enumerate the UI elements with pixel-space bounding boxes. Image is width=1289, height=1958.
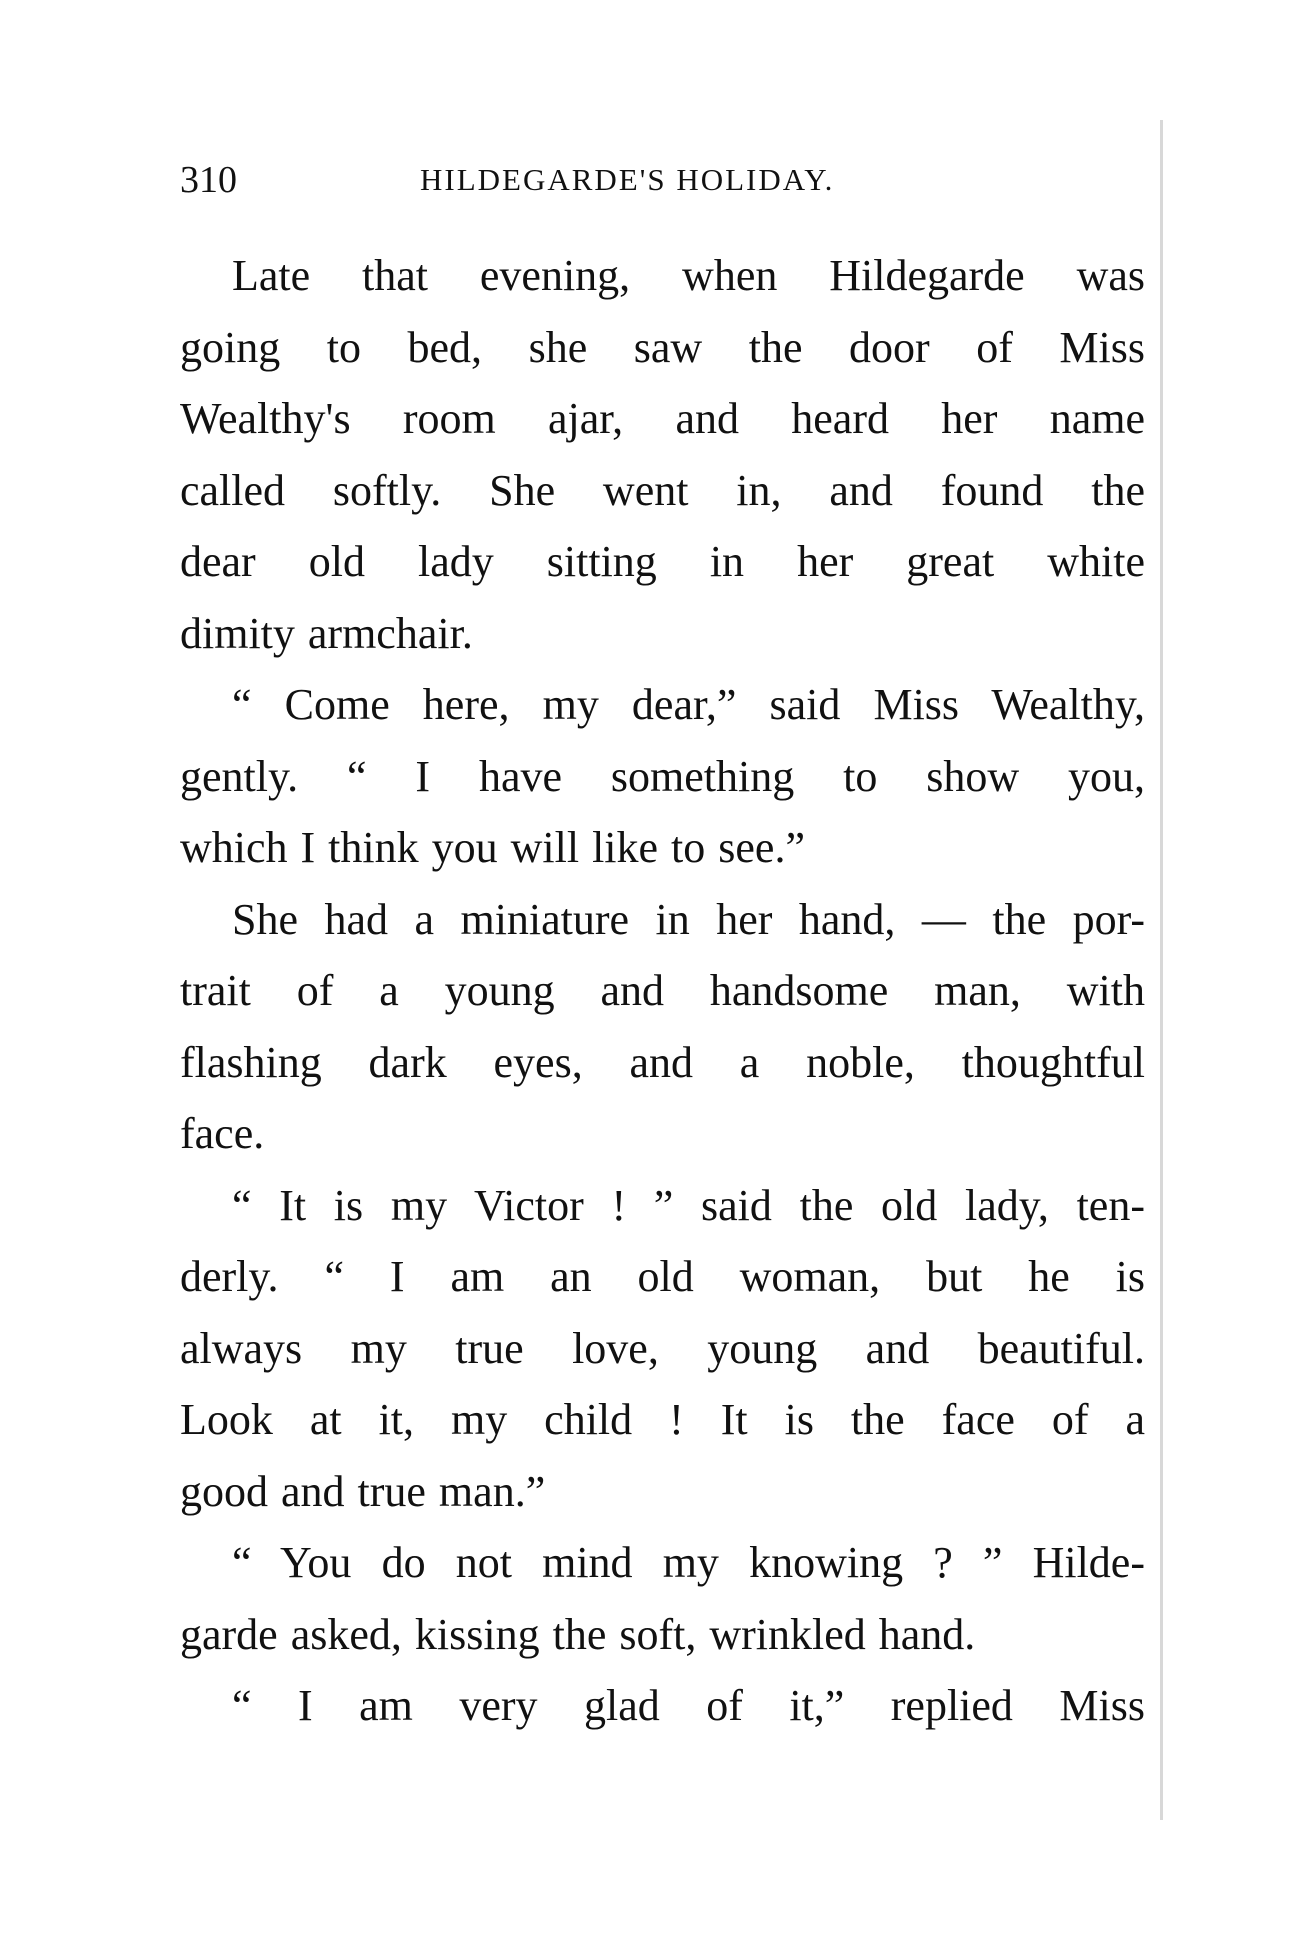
text-line: dimity armchair.	[180, 608, 473, 658]
page-number: 310	[180, 159, 237, 201]
text-line: dear old lady sitting in her great white	[180, 537, 1145, 586]
page-header	[180, 150, 1160, 210]
text-line: which I think you will like to see.”	[180, 823, 805, 872]
text-line: gently. “ I have something to show you,	[180, 751, 1145, 801]
text-line: “ It is my Victor ! ” said the old lady, ten-	[232, 1180, 1145, 1230]
text-line: Late that evening, when Hildegarde was	[232, 251, 1145, 300]
text-line: trait of a young and handsome man, with	[180, 966, 1145, 1015]
text-line: called softly. She went in, and found the	[180, 465, 1145, 515]
text-line: flashing dark eyes, and a noble, thoughtful	[180, 1037, 1145, 1087]
page-edge-shadow	[1160, 120, 1163, 1820]
text-line: She had a miniature in her hand, — the por-	[232, 894, 1145, 944]
text-line: “ I am very glad of it,” replied Miss	[232, 1681, 1145, 1730]
text-line: derly. “ I am an old woman, but he is	[180, 1252, 1145, 1301]
text-line: garde asked, kissing the soft, wrinkled hand.	[180, 1609, 976, 1659]
running-head: HILDEGARDE'S HOLIDAY.	[420, 162, 835, 197]
paragraph	[180, 1527, 1145, 1670]
text-line: “ Come here, my dear,” said Miss Wealthy,	[232, 680, 1145, 729]
paragraph	[180, 240, 1145, 669]
paragraph	[180, 669, 1145, 884]
text-line: always my true love, young and beautiful.	[180, 1323, 1145, 1373]
text-line: Wealthy's room ajar, and heard her name	[180, 394, 1145, 443]
body-text	[180, 240, 1145, 1742]
paragraph	[180, 884, 1145, 1170]
text-line: going to bed, she saw the door of Miss	[180, 322, 1145, 372]
text-line: Look at it, my child ! It is the face of a	[180, 1395, 1145, 1444]
paragraph	[180, 1170, 1145, 1528]
paragraph	[180, 1670, 1145, 1742]
text-line: face.	[180, 1109, 265, 1158]
text-line: good and true man.”	[180, 1466, 546, 1516]
text-line: “ You do not mind my knowing ? ” Hilde-	[232, 1538, 1145, 1587]
